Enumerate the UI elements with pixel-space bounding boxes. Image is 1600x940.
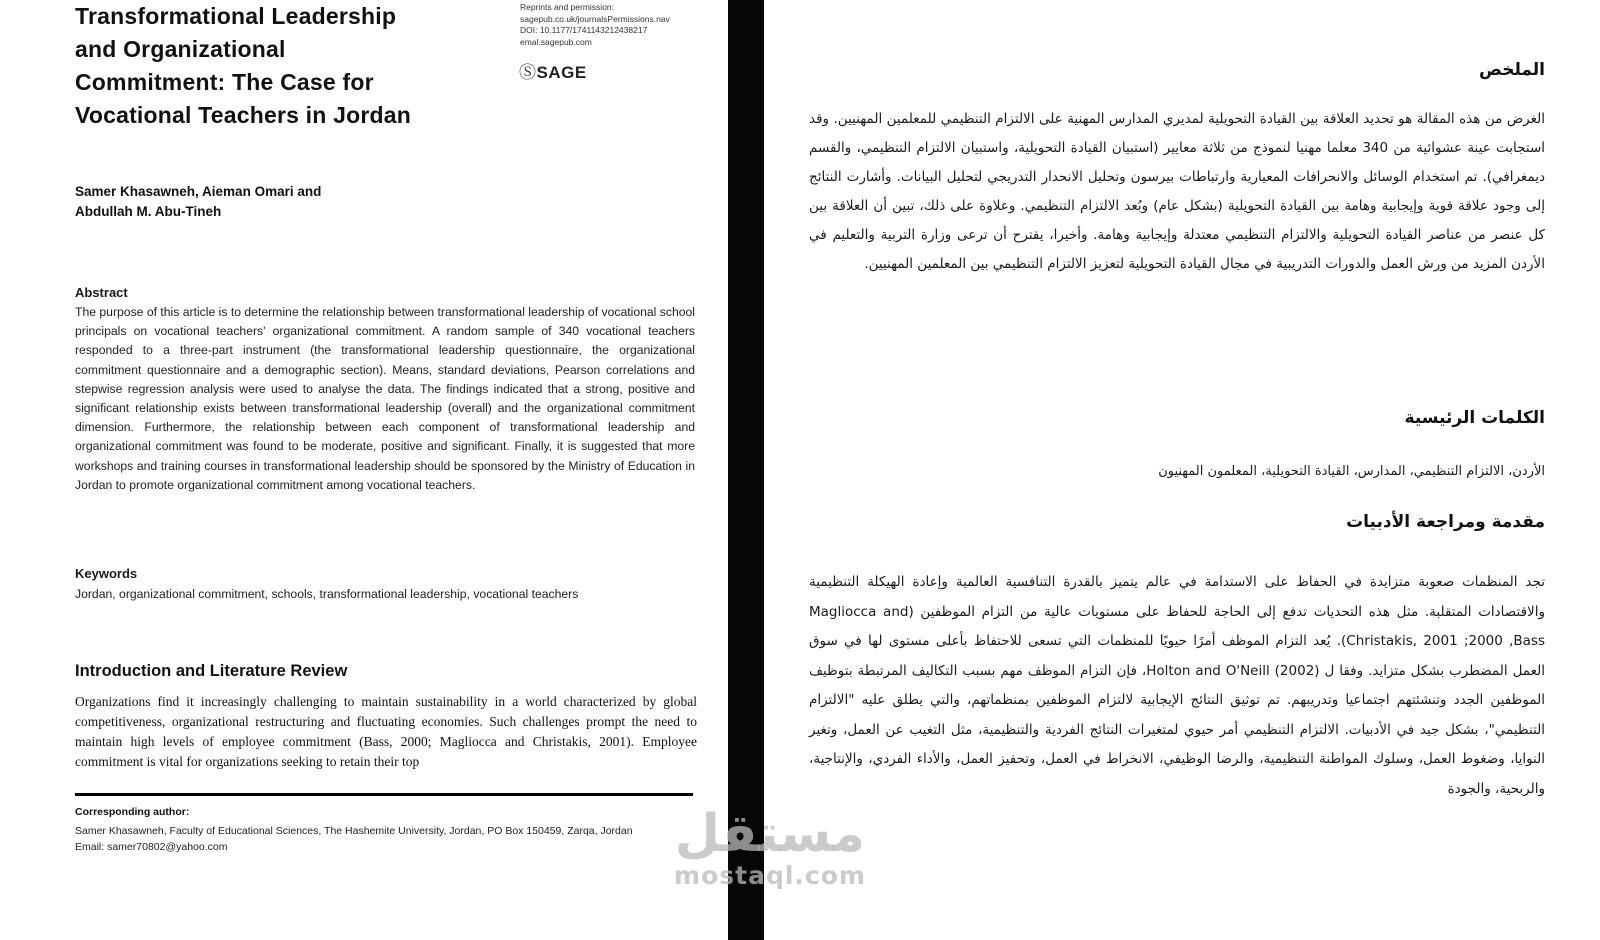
article-title-line: Transformational Leadership (75, 3, 397, 29)
arabic-introduction-heading: مقدمة ومراجعة الأدبيات (1346, 512, 1545, 532)
abstract-heading: Abstract (75, 285, 128, 300)
reprints-permission-label: Reprints and permission: (520, 2, 615, 12)
journal-url: emal.sagepub.com (520, 36, 592, 47)
left-page (0, 0, 728, 940)
arabic-abstract-text: الغرض من هذه المقالة هو تحديد العلاقة بين القيادة التحويلية لمديري المدارس المهنية على الالتزام التنظيمي للمعلمين المهنيين. وقد استجابت عينة عشوائية من 340 معلما مهنيا لنموذج من ثلاثة معايير (استبيان القيادة التحويلية، واستبيان الالتزام التنظيمي، والقسم ديمغرافي). تم استخدام الوسائل والانحرافات المعيارية وارتباطات بيرسون وتحليل الانحدار التدريجي لتحليل البيانات. وأشارت النتائج إلى وجود علاقة قوية وإيجابية وهامة بين القيادة التحويلية (بشكل عام) وبُعد الالتزام التنظيمي. وعلاوة على ذلك، تبين أن العلاقة بين كل عنصر من عناصر القيادة التحويلية والالتزام التنظيمي معتدلة وإيجابية وهامة. وأخيرا، يقترح أن ترعى وزارة التربية والتعليم في الأردن المزيد من ورش العمل والدورات التدريبية في مجال القيادة التحويلية لتعزيز الالتزام التنظيمي بين المعلمين المهنيين. (809, 111, 1546, 272)
article-title (75, 0, 515, 132)
permissions-url: sagepub.co.uk/journalsPermissions.nav (520, 13, 670, 24)
sage-logo-mark: Ⓢ (519, 63, 537, 82)
keywords-text: Jordan, organizational commitment, schools, transformational leadership, vocational teachers (75, 587, 579, 601)
corresponding-author-email: Email: samer70802@yahoo.com (75, 841, 228, 853)
introduction-text: Organizations find it increasingly challenging to maintain sustainability in a world characterized by global competitiveness, organizational restructuring and fluctuating economies. Such challenges prompt the need to maintain high levels of employee commitment (Bass, 2000; Magliocca and Christakis, 2001). Employee commitment is vital for organizations seeking to retain their top (75, 694, 697, 769)
doi-text: DOI: 10.1177/1741143212438217 (520, 25, 648, 35)
sage-logo (519, 58, 587, 83)
arabic-introduction-text: تجد المنظمات صعوبة متزايدة في الحفاظ على الاستدامة في عالم يتميز بالقدرة التنافسية العالمية وإعادة الهيكلة التنظيمية والاقتصادات المتقلبة. مثل هذه التحديات تدفع إلى الحاجة للحفاظ على مستويات عالية من التزام الموظفين (Magliocca and Christakis, 2001 ;2000 ,Bass). يُعد التزام الموظف أمرًا حيويًا للمنظمات التي تسعى للاحتفاظ بأعلى مستوى لها في سوق العمل المضطرب بشكل متزايد. وفقا ل Holton and O'Neill (2002)، فإن التزام الموظف مهم بسبب التكاليف المرتبطة بتوظيف الموظفين الجدد وتنشئتهم اجتماعيا وتدريبهم. تم توثيق النتائج الإيجابية لالتزام الموظفين بمنظماتهم، والتي يطلق عليه "الالتزام التنظيمي"، بشكل جيد في الأدبيات. الالتزام التنظيمي أمر حيوي لمتغيرات النتائج الفردية والتنظيمية، مثل التغيب عن العمل، وتغير النوايا، وضغوط العمل، وسلوك المواطنة التنظيمية، والرضا الوظيفي، الانخراط في العمل، وتحفيز العمل، والأداء الفردي، والإنتاجية، والربحية، والجودة (809, 574, 1545, 797)
authors-line: Abdullah M. Abu-Tineh (75, 204, 222, 219)
page-gutter-divider (728, 0, 764, 940)
watermark-arabic-text: مستقل (674, 804, 866, 864)
arabic-keywords-heading: الكلمات الرئيسية (1404, 408, 1545, 428)
authors-line: Samer Khasawneh, Aieman Omari and (75, 184, 322, 199)
corresponding-author-address: Samer Khasawneh, Faculty of Educational Sciences, The Hashemite University, Jordan, PO Box 150459, Zarqa, Jordan (75, 825, 633, 837)
abstract-text: The purpose of this article is to determine the relationship between transformational leadership of vocational school principals on vocational teachers' organizational commitment. A random sample of 340 vocational teachers responded to a three-part instrument (the transformational leadership questionnaire, the organizational commitment questionnaire and a demographic section). Means, standard deviations, Pearson correlations and stepwise regression analysis were used to analyse the data. The findings indicated that a strong, positive and significant relationship exists between transformational leadership (overall) and the organizational commitment dimension. Furthermore, the relationship between each component of transformational leadership and organizational commitment was found to be moderate, positive and significant. Finally, it is suggested that more workshops and training courses in transformational leadership should be sponsored by the Ministry of Education in Jordan to promote organizational commitment among vocational teachers. (75, 305, 695, 492)
keywords-heading: Keywords (75, 566, 138, 581)
introduction-heading: Introduction and Literature Review (75, 662, 348, 680)
article-title-line: Commitment: The Case for (75, 69, 374, 95)
journal-meta-block (520, 2, 710, 48)
authors-block (75, 182, 555, 222)
watermark-domain-text: mostaql.com (674, 861, 866, 890)
article-title-line: and Organizational (75, 36, 286, 62)
article-title-line: Vocational Teachers in Jordan (75, 102, 411, 128)
arabic-keywords-text: الأردن، الالتزام التنظيمي، المدارس، القيادة التحويلية، المعلمون المهنيون (1158, 464, 1545, 479)
footer-divider-rule (75, 793, 693, 796)
arabic-abstract-heading: الملخص (1479, 60, 1545, 80)
right-page (764, 0, 1600, 940)
corresponding-author-block (75, 823, 695, 855)
corresponding-author-heading: Corresponding author: (75, 806, 190, 818)
sage-logo-text: SAGE (536, 63, 587, 82)
